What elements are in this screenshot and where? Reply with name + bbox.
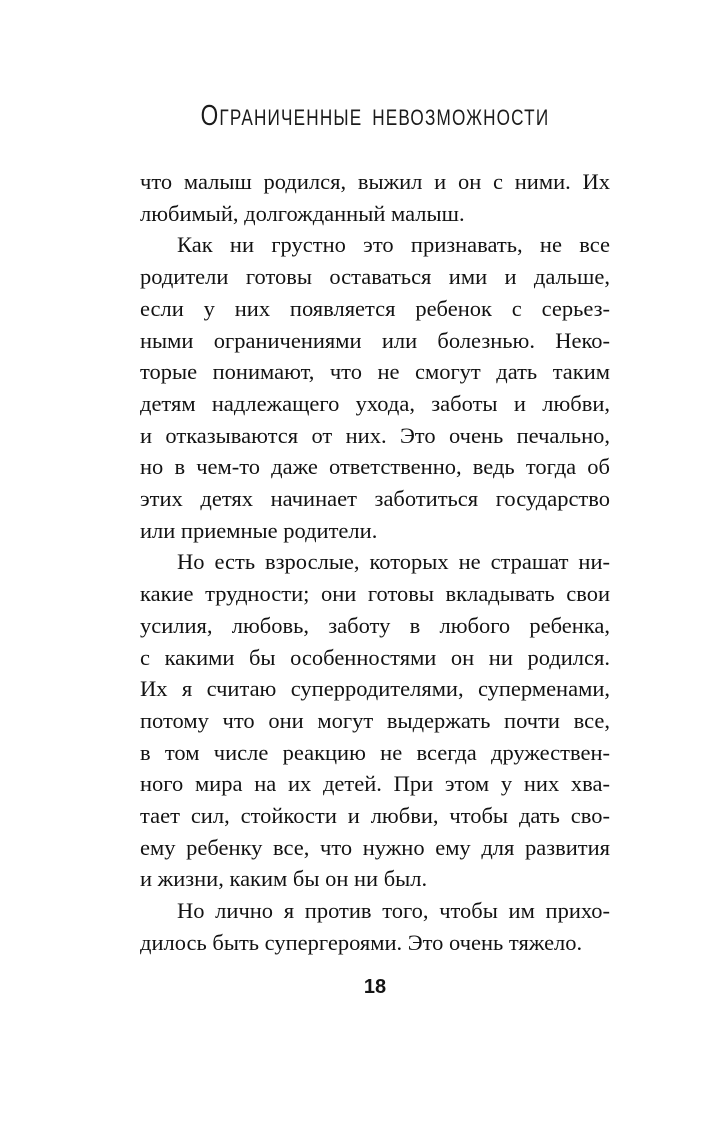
text-line: но в чем-то даже ответственно, ведь тогда об: [140, 454, 610, 480]
text-line: любимый, долгожданный малыш.: [140, 200, 465, 226]
text-line: дилось быть супергероями. Это очень тяжело.: [140, 929, 583, 955]
text-line: торые понимают, что не смогут дать таким: [140, 359, 610, 385]
text-line: этих детях начинает заботиться государство: [140, 486, 610, 512]
text-line: с какими бы особенностями он ни родился.: [140, 644, 610, 670]
page-number: 18: [363, 976, 387, 998]
text-line: какие трудности; они готовы вкладывать свои: [140, 581, 610, 607]
text-line: ного мира на их детей. При этом у них хва-: [140, 771, 610, 797]
text-line: родители готовы оставаться ими и дальше,: [140, 264, 610, 290]
text-line: если у них появляется ребенок с серьез-: [140, 295, 610, 321]
text-line: тает сил, стойкости и любви, чтобы дать сво-: [140, 803, 610, 829]
text-line: Но лично я против того, чтобы им прихо-: [177, 898, 610, 924]
text-line: ными ограничениями или болезнью. Неко-: [140, 327, 610, 353]
text-line: или приемные родители.: [140, 517, 378, 543]
text-line: Их я считаю суперродителями, суперменами,: [140, 676, 610, 702]
running-header: ОГРАНИЧЕННЫЕ НЕВОЗМОЖНОСТИ: [200, 100, 550, 132]
text-line: потому что они могут выдержать почти все,: [140, 707, 610, 733]
text-line: в том числе реакцию не всегда дружествен-: [140, 739, 610, 765]
text-line: усилия, любовь, заботу в любого ребенка,: [140, 612, 610, 638]
text-line: Но есть взрослые, которых не страшат ни-: [177, 549, 610, 575]
text-line: что малыш родился, выжил и он с ними. Их: [140, 169, 610, 194]
page-body: [140, 166, 610, 959]
text-line: и отказываются от них. Это очень печально,: [140, 422, 610, 448]
text-line: Как ни грустно это признавать, не все: [177, 232, 610, 258]
text-line: ему ребенку все, что нужно ему для развития: [140, 834, 610, 860]
text-line: детям надлежащего ухода, заботы и любви,: [140, 390, 610, 416]
text-line: и жизни, каким бы он ни был.: [140, 866, 428, 892]
